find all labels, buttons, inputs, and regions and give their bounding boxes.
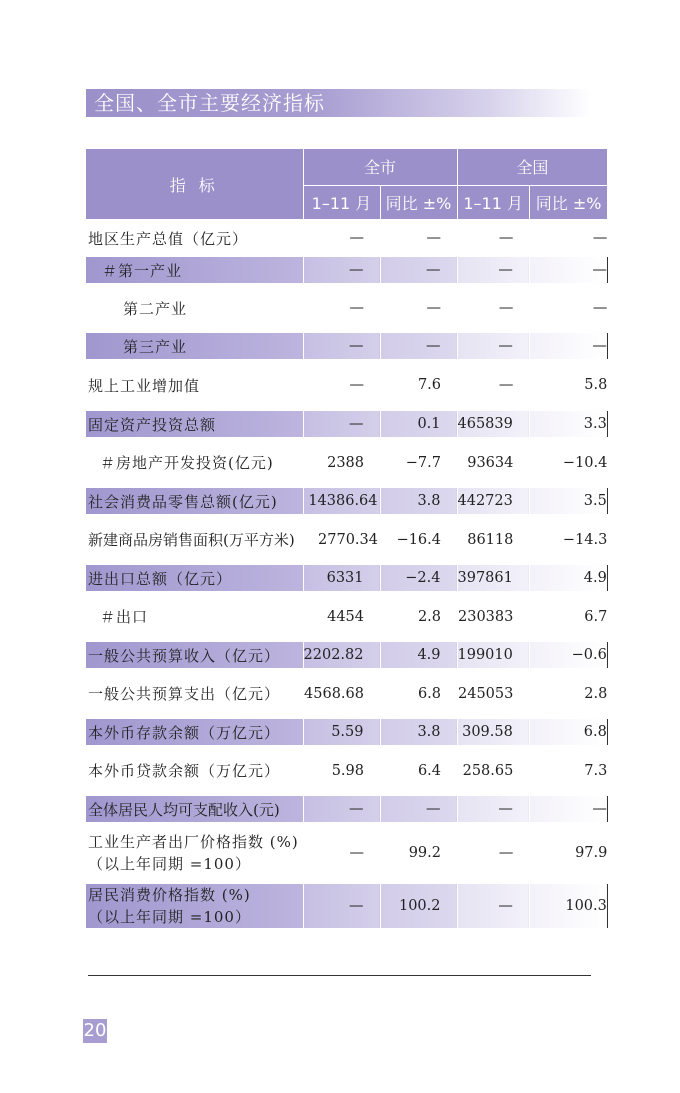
nation-value: 258.65 <box>462 762 514 779</box>
header-city: 全市 <box>303 149 457 185</box>
row-label: 新建商品房销售面积(万平方米) <box>88 531 295 549</box>
city-yoy: 99.2 <box>408 845 441 861</box>
nation-yoy: — <box>592 230 608 246</box>
bottom-divider <box>88 975 591 976</box>
nation-yoy: 100.3 <box>529 884 607 928</box>
nation-value: — <box>457 884 529 928</box>
city-value: 2388 <box>327 454 364 471</box>
nation-yoy: −14.3 <box>562 531 608 548</box>
row-label: 社会消费品零售总额(亿元) <box>86 488 303 514</box>
row-label <box>86 884 303 928</box>
city-yoy: 2.8 <box>417 608 441 625</box>
city-yoy: −16.4 <box>396 531 441 548</box>
table-row <box>86 437 607 488</box>
row-label: 第二产业 <box>123 299 188 318</box>
table-row <box>86 884 607 928</box>
nation-yoy: — <box>529 257 607 283</box>
nation-value: 309.58 <box>457 719 529 745</box>
row-label-line2: （以上年同期 =100） <box>88 908 251 926</box>
nation-value: 245053 <box>458 685 514 702</box>
row-label: 地区生产总值（亿元） <box>88 229 249 248</box>
row-label: 一般公共预算收入（亿元） <box>86 642 303 668</box>
nation-yoy: 4.9 <box>529 565 607 591</box>
nation-yoy: — <box>592 300 608 316</box>
city-value: — <box>349 845 364 861</box>
nation-value: 442723 <box>457 488 529 514</box>
nation-value: — <box>498 377 514 393</box>
city-value: 5.59 <box>303 719 380 745</box>
nation-yoy: — <box>529 796 607 822</box>
city-value: — <box>303 411 380 437</box>
row-label: ＃第一产业 <box>86 257 303 283</box>
city-value: — <box>349 377 364 393</box>
table-row <box>86 668 607 719</box>
header-nation-yoy: 同比 ±% <box>529 185 607 219</box>
row-label-line2: （以上年同期 =100） <box>88 855 251 873</box>
table-row <box>86 411 607 437</box>
economic-indicators-table <box>86 149 608 928</box>
city-value: 6331 <box>303 565 380 591</box>
city-value: — <box>349 300 364 316</box>
table-row <box>86 796 607 822</box>
nation-yoy: 6.7 <box>584 608 608 625</box>
row-label: 一般公共预算支出（亿元） <box>88 685 281 703</box>
page-number: 20 <box>83 1020 107 1041</box>
row-label: 本外币贷款余额（万亿元） <box>88 762 281 780</box>
nation-value: — <box>498 845 514 861</box>
city-value: — <box>303 884 380 928</box>
row-label: 进出口总额（亿元） <box>86 565 303 591</box>
nation-value: — <box>498 300 514 316</box>
nation-yoy: 7.3 <box>584 762 608 779</box>
row-label <box>86 822 303 884</box>
nation-value: — <box>457 333 529 359</box>
city-value: 14386.64 <box>303 488 380 514</box>
city-value: — <box>349 230 364 246</box>
table-row <box>86 591 607 642</box>
nation-yoy: 3.3 <box>529 411 607 437</box>
row-label: 全体居民人均可支配收入(元) <box>86 796 303 822</box>
table-row <box>86 333 607 359</box>
table-row <box>86 359 607 411</box>
page-title: 全国、全市主要经济指标 <box>94 91 325 115</box>
nation-value: — <box>457 257 529 283</box>
table-row <box>86 642 607 668</box>
city-yoy: −7.7 <box>405 454 441 471</box>
table-row <box>86 283 607 333</box>
header-nation-period: 1–11 月 <box>457 185 529 219</box>
nation-yoy: 97.9 <box>575 845 608 861</box>
nation-value: 230383 <box>458 608 514 625</box>
header-indicator: 指 标 <box>86 149 303 219</box>
header-city-period: 1–11 月 <box>303 185 380 219</box>
header-nation: 全国 <box>457 149 607 185</box>
header-city-yoy: 同比 ±% <box>380 185 457 219</box>
nation-value: — <box>498 230 514 246</box>
nation-yoy: −0.6 <box>529 642 607 668</box>
row-label: 第三产业 <box>86 333 303 359</box>
table-row <box>86 719 607 745</box>
nation-value: 465839 <box>457 411 529 437</box>
nation-value: 397861 <box>457 565 529 591</box>
city-yoy: — <box>380 333 457 359</box>
city-value: 2202.82 <box>303 642 380 668</box>
city-yoy: 100.2 <box>380 884 457 928</box>
table-row <box>86 565 607 591</box>
city-yoy: 7.6 <box>417 377 441 393</box>
city-yoy: 0.1 <box>380 411 457 437</box>
row-label-line1: 居民消费价格指数 (%) <box>88 886 251 904</box>
row-label-line1: 工业生产者出厂价格指数 (%) <box>88 833 299 851</box>
nation-yoy: 6.8 <box>529 719 607 745</box>
row-label: ＃出口 <box>100 608 149 626</box>
city-value: 2770.34 <box>318 531 378 548</box>
city-yoy: 3.8 <box>380 488 457 514</box>
city-yoy: −2.4 <box>380 565 457 591</box>
table-row <box>86 745 607 796</box>
city-yoy: — <box>380 257 457 283</box>
nation-value: 199010 <box>457 642 529 668</box>
city-yoy: — <box>380 796 457 822</box>
nation-value: — <box>457 796 529 822</box>
city-yoy: 6.8 <box>417 685 441 702</box>
city-value: 4454 <box>327 608 364 625</box>
row-label: 规上工业增加值 <box>88 376 201 395</box>
table-row <box>86 488 607 514</box>
city-yoy: — <box>426 300 441 316</box>
nation-yoy: 3.5 <box>529 488 607 514</box>
city-yoy: 6.4 <box>417 762 441 779</box>
city-yoy: — <box>426 230 441 246</box>
nation-yoy: −10.4 <box>562 454 608 471</box>
row-label: 固定资产投资总额 <box>86 411 303 437</box>
nation-yoy: 2.8 <box>584 685 608 702</box>
city-value: 5.98 <box>331 762 364 779</box>
nation-yoy: — <box>529 333 607 359</box>
city-value: — <box>303 333 380 359</box>
table-row <box>86 514 607 565</box>
city-value: — <box>303 796 380 822</box>
table-row <box>86 822 607 884</box>
nation-yoy: 5.8 <box>584 377 608 393</box>
city-value: 4568.68 <box>304 685 364 702</box>
nation-value: 93634 <box>467 454 514 471</box>
table-row <box>86 219 607 257</box>
row-label: ＃房地产开发投资(亿元) <box>100 454 274 472</box>
section-title-bar <box>86 89 592 117</box>
city-yoy: 4.9 <box>380 642 457 668</box>
city-yoy: 3.8 <box>380 719 457 745</box>
city-value: — <box>303 257 380 283</box>
nation-value: 86118 <box>467 531 514 548</box>
table-row <box>86 257 607 283</box>
row-label: 本外币存款余额（万亿元） <box>86 719 303 745</box>
